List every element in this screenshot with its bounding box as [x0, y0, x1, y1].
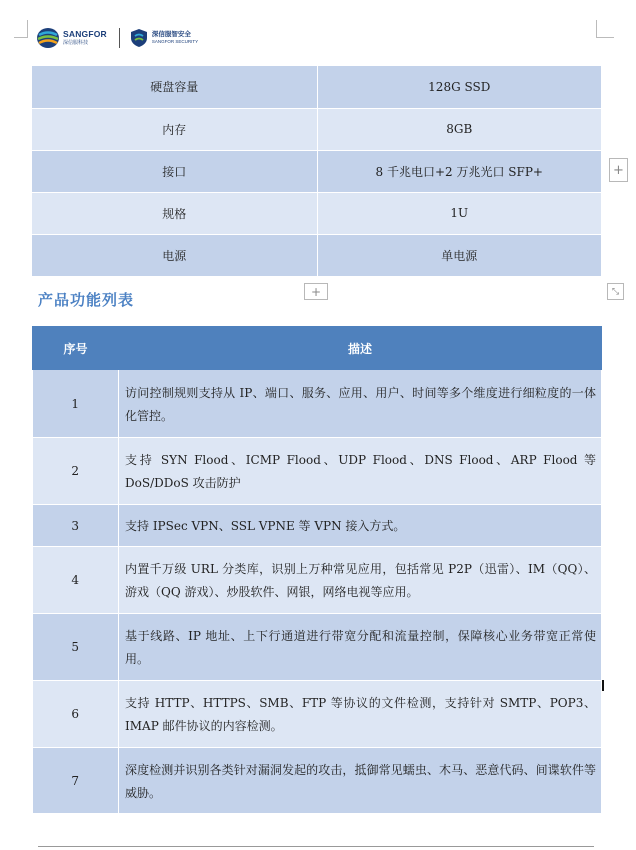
row-number: 2 [33, 438, 119, 505]
row-description: 访问控制规则支持从 IP、端口、服务、应用、用户、时间等多个维度进行细粒度的一体化管控。 [119, 370, 602, 438]
row-description: 内置千万级 URL 分类库，识别上万种常见应用，包括常见 P2P（迅雷）、IM（QQ）、游戏（QQ 游戏）、炒股软件、网银，网络电视等应用。 [119, 547, 602, 614]
table-row [33, 505, 602, 547]
row-number: 3 [33, 505, 119, 547]
spec-key: 接口 [32, 150, 317, 192]
section-title: 产品功能列表 [38, 291, 135, 309]
text-cursor [602, 680, 604, 691]
spec-value: 1U [317, 192, 602, 234]
spec-key: 内存 [32, 108, 317, 150]
insert-row-button[interactable]: + [304, 283, 328, 300]
spec-key: 电源 [32, 234, 317, 276]
security-brand-en: SANGFOR SECURITY [151, 39, 199, 44]
row-description: 深度检测并识别各类针对漏洞发起的攻击，抵御常见蠕虫、木马、恶意代码、间谍软件等威胁。 [119, 748, 602, 814]
spec-value: 单电源 [317, 234, 602, 276]
brand-name: SANGFOR [63, 29, 107, 40]
column-header-num: 序号 [33, 327, 119, 370]
spec-key: 硬盘容量 [32, 66, 317, 108]
row-description: 支持 IPSec VPN、SSL VPNE 等 VPN 接入方式。 [119, 505, 602, 547]
row-number: 5 [33, 614, 119, 681]
table-row [32, 192, 602, 234]
spec-table [32, 66, 602, 277]
table-row [33, 547, 602, 614]
row-number: 7 [33, 748, 119, 814]
table-row [33, 614, 602, 681]
brand-subtitle: 深信服科技 [63, 39, 89, 46]
spec-value: 8GB [317, 108, 602, 150]
row-description: 基于线路、IP 地址、上下行通道进行带宽分配和流量控制，保障核心业务带宽正常使用。 [119, 614, 602, 681]
sangfor-logo-icon [36, 27, 60, 49]
row-number: 6 [33, 681, 119, 748]
crop-mark-top-left [14, 20, 28, 38]
table-row [32, 234, 602, 276]
table-header-row [33, 327, 602, 370]
column-header-desc: 描述 [119, 327, 602, 370]
table-row [32, 150, 602, 192]
row-description: 支持 SYN Flood、ICMP Flood、UDP Flood、DNS Flood、ARP Flood 等 DoS/DDoS 攻击防护 [119, 438, 602, 505]
row-description: 支持 HTTP、HTTPS、SMB、FTP 等协议的文件检测，支持针对 SMTP、POP3、IMAP 邮件协议的内容检测。 [119, 681, 602, 748]
table-row [32, 108, 602, 150]
table-row [33, 438, 602, 505]
security-shield-icon [130, 28, 148, 48]
row-number: 1 [33, 370, 119, 438]
spec-value: 128G SSD [317, 66, 602, 108]
function-table [32, 326, 602, 814]
table-row [32, 66, 602, 108]
page-footer-line [38, 846, 594, 847]
table-row [33, 370, 602, 438]
security-brand-name: 深信服智安全 [151, 30, 191, 38]
spec-key: 规格 [32, 192, 317, 234]
table-resize-handle[interactable]: ⤡ [607, 283, 624, 300]
crop-mark-top-right [596, 20, 614, 38]
logo-divider [119, 28, 120, 48]
insert-column-button[interactable]: + [609, 158, 628, 182]
table-row [33, 748, 602, 814]
header-logos [36, 26, 198, 50]
table-row [33, 681, 602, 748]
row-number: 4 [33, 547, 119, 614]
spec-value: 8 千兆电口+2 万兆光口 SFP+ [317, 150, 602, 192]
